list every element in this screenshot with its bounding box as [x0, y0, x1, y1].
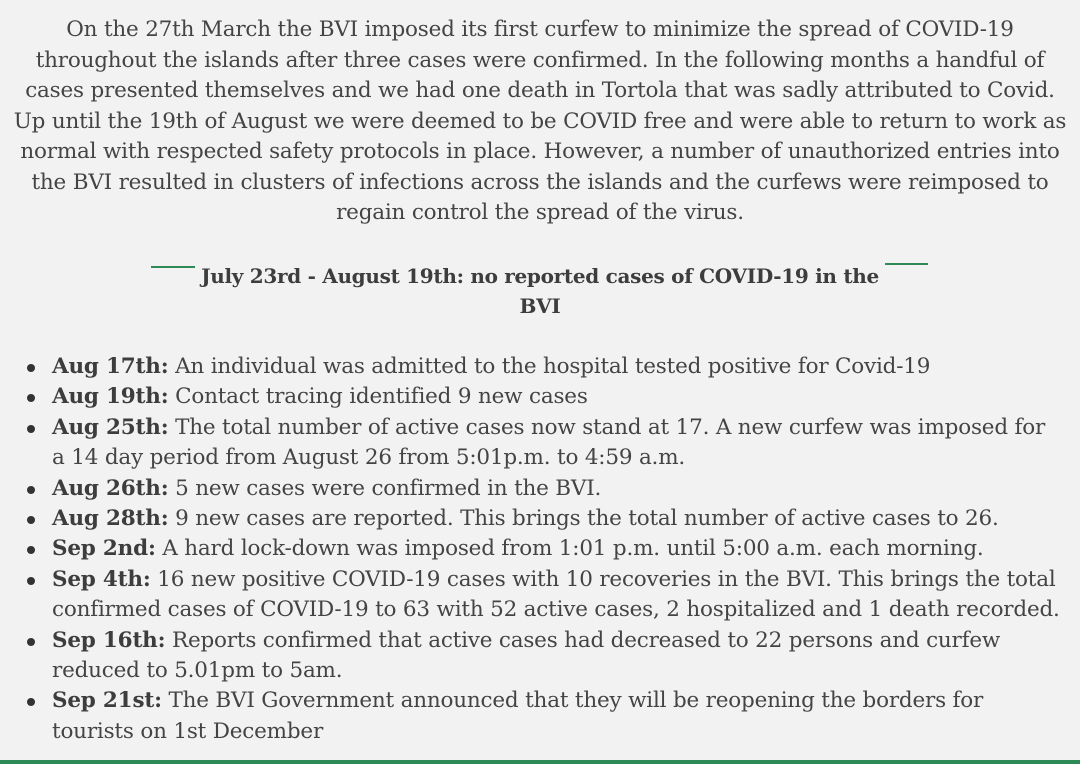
item-date: Sep 4th:: [52, 566, 151, 592]
list-item: [0, 504, 1080, 534]
list-item: [0, 565, 1080, 626]
list-item: [0, 474, 1080, 504]
item-text: 16 new positive COVID-19 cases with 10 recoveries in the BVI. This brings the total confirmed cases of COVID-19 to 63 with 52 active cases, 2 hospitalized and 1 death recorded.: [52, 566, 1060, 623]
item-text: An individual was admitted to the hospital tested positive for Covid-19: [168, 354, 931, 379]
bullet-icon: [27, 364, 35, 372]
footer-accent-bar: [0, 760, 1080, 764]
item-text: Reports confirmed that active cases had decreased to 22 persons and curfew reduced to 5.01pm to 5am.: [52, 627, 1001, 684]
list-item: [0, 382, 1080, 412]
item-text: 9 new cases are reported. This brings the total number of active cases to 26.: [168, 506, 999, 532]
heading-rule-right: [885, 263, 928, 265]
item-date: Aug 19th:: [52, 384, 169, 410]
section-heading: [0, 259, 1080, 318]
item-text: Contact tracing identified 9 new cases: [168, 384, 588, 410]
list-item: [0, 626, 1080, 687]
heading-text: July 23rd - August 19th: no reported cases of COVID-19 in the BVI: [201, 264, 879, 318]
timeline-list: [0, 352, 1080, 747]
item-text: A hard lock-down was imposed from 1:01 p.m. until 5:00 a.m. each morning.: [155, 536, 984, 562]
intro-paragraph: On the 27th March the BVI imposed its first curfew to minimize the spread of COVID-19 throughout the islands after three cases were confirmed. In the following months a handful of cases presented themselves and we had one death in Tortola that was sadly attributed to Covid. Up until the 19th of August we were deemed to be COVID free and were able to return to work as normal with respected safety protocols in place. However, a number of unauthorized entries into the BVI resulted in clusters of infections across the islands and the curfews were reimposed to regain control the spread of the virus.: [13, 17, 1067, 225]
bullet-icon: [27, 425, 35, 433]
item-date: Aug 17th:: [52, 354, 169, 379]
list-item: [0, 413, 1080, 474]
bullet-icon: [27, 577, 35, 585]
item-date: Aug 26th:: [52, 475, 169, 501]
list-item: [0, 686, 1080, 747]
bullet-icon: [27, 394, 35, 402]
item-date: Sep 21st:: [52, 688, 162, 714]
bullet-icon: [27, 486, 35, 494]
list-item: [0, 534, 1080, 564]
list-item: [0, 352, 1080, 382]
bullet-icon: [27, 638, 35, 646]
bullet-icon: [27, 698, 35, 706]
item-text: 5 new cases were confirmed in the BVI.: [168, 475, 602, 501]
bullet-icon: [27, 546, 35, 554]
item-date: Sep 16th:: [52, 627, 166, 653]
item-date: Aug 28th:: [52, 506, 169, 532]
bullet-icon: [27, 516, 35, 524]
item-text: The BVI Government announced that they will be reopening the borders for tourists on 1st December: [52, 688, 984, 744]
item-text: The total number of active cases now stand at 17. A new curfew was imposed for a 14 day period from August 26 from 5:01p.m. to 4:59 a.m.: [52, 414, 1046, 471]
item-date: Sep 2nd:: [52, 536, 156, 562]
item-date: Aug 25th:: [52, 414, 169, 440]
heading-rule-left: [151, 266, 195, 268]
